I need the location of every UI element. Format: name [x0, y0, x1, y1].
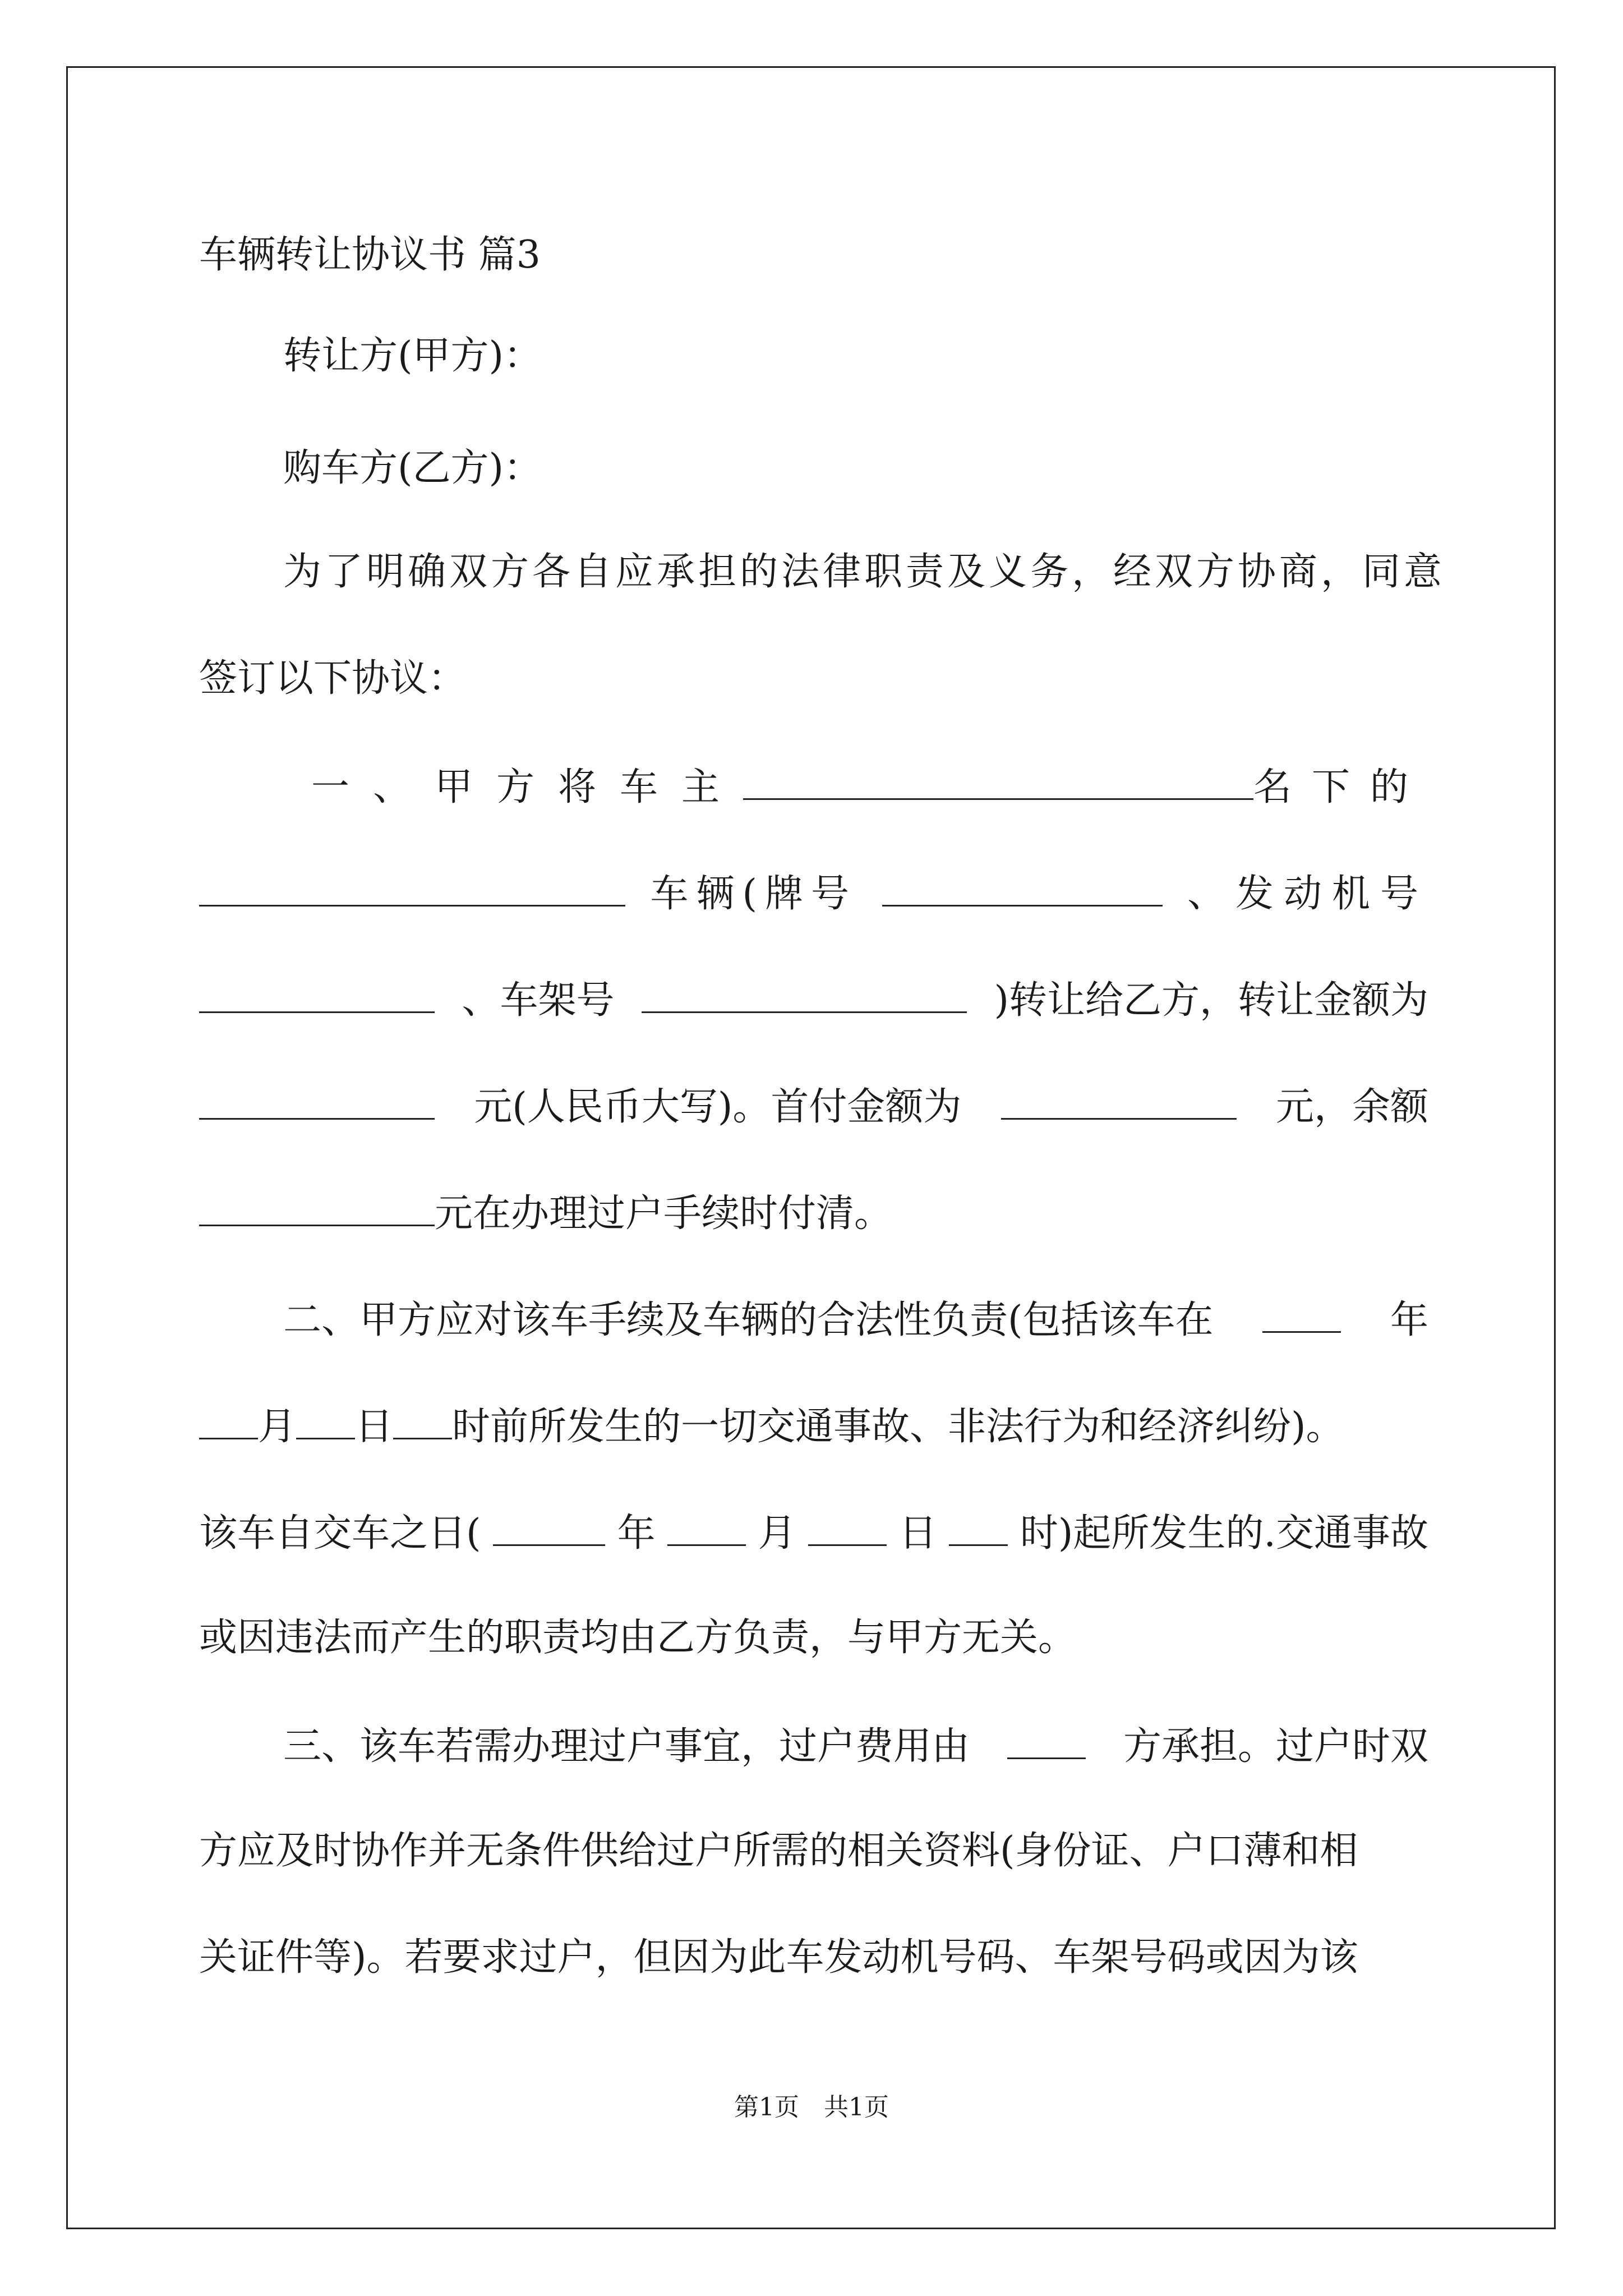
clause-2-line-3: [199, 1506, 1428, 1559]
handover-hour-blank: [949, 1506, 1008, 1546]
clause-2-text: 年: [617, 1511, 656, 1556]
clause-3-line-1: [283, 1719, 1428, 1772]
clause-1-text: 名下的: [1253, 765, 1428, 809]
page-footer: 第1页 共1页: [734, 2093, 889, 2122]
page-border: [66, 66, 1556, 2229]
clause-3-text: 方承担。过户时双: [1123, 1724, 1428, 1769]
party-b-line: 购车方(乙方)：: [283, 446, 542, 490]
clause-1-text: 、车架号: [462, 978, 615, 1023]
clause-2-text: 年: [1390, 1298, 1428, 1342]
intro-line-2: 签订以下协议：: [199, 656, 467, 701]
intro-text-1: 为了明确双方各自应承担的法律职责及义务，经双方协商，同意: [283, 550, 1446, 594]
clause-2-text: 月: [258, 1405, 297, 1449]
balance-blank: [199, 1186, 435, 1226]
engine-number-blank: [199, 973, 435, 1013]
handover-month-blank: [667, 1506, 746, 1546]
clause-1-text: 元，余额: [1275, 1085, 1428, 1129]
clause-2-line-1: [283, 1293, 1428, 1346]
plate-number-blank: [882, 867, 1163, 907]
clause-1-line-2: [199, 867, 1428, 919]
clause-3-line-3: 关证件等)。若要求过户，但因为此车发动机号码、车架号码或因为该: [199, 1935, 1358, 1980]
clause-1-line-3: [199, 973, 1428, 1026]
vehicle-blank: [199, 867, 625, 907]
clause-1-text: 车辆(牌号: [650, 872, 857, 916]
intro-line-1: [283, 547, 1446, 597]
year-blank: [1262, 1293, 1341, 1333]
fee-party-blank: [1007, 1719, 1086, 1759]
clause-3-line-2: 方应及时协作并无条件供给过户所需的相关资料(身份证、户口薄和相: [199, 1829, 1358, 1873]
clause-3-text: 三、该车若需办理过户事宜，过户费用由: [283, 1724, 970, 1769]
clause-2-text: 日: [898, 1511, 937, 1556]
frame-number-blank: [642, 973, 967, 1013]
clause-2-text: 该车自交车之日(: [199, 1511, 481, 1556]
owner-name-blank: [743, 760, 1253, 800]
document-title: 车辆转让协议书 篇3: [199, 233, 541, 277]
clause-2-text: 日: [355, 1405, 394, 1449]
clause-1-text: 元在办理过户手续时付清。: [435, 1191, 893, 1236]
hour-blank: [393, 1400, 452, 1439]
party-a-line: 转让方(甲方)：: [283, 334, 542, 378]
clause-2-text: 时)起所发生的.交通事故: [1020, 1511, 1428, 1556]
clause-1-text: )转让给乙方，转让金额为: [994, 978, 1428, 1023]
clause-2-text: 月: [758, 1511, 796, 1556]
clause-1-text: 一、甲方将车主: [311, 765, 744, 809]
month-blank: [199, 1400, 258, 1439]
clause-1-line-4: [199, 1080, 1428, 1133]
handover-day-blank: [808, 1506, 887, 1546]
handover-year-blank: [493, 1506, 605, 1546]
amount-blank: [199, 1080, 435, 1120]
clause-2-line-4: 或因违法而产生的职责均由乙方负责，与甲方无关。: [199, 1616, 1077, 1660]
clause-2-text: 二、甲方应对该车手续及车辆的合法性负责(包括该车在: [283, 1298, 1214, 1342]
clause-1-line-5: [199, 1186, 1428, 1239]
day-blank: [296, 1400, 355, 1439]
clause-1-line-1: [311, 760, 1428, 813]
down-payment-blank: [1001, 1080, 1237, 1120]
clause-1-text: 、发动机号: [1187, 872, 1428, 916]
clause-2-text: 时前所发生的一切交通事故、非法行为和经济纠纷)。: [452, 1405, 1344, 1449]
clause-2-line-2: [199, 1400, 1428, 1452]
clause-1-text: 元(人民币大写)。首付金额为: [474, 1085, 962, 1129]
